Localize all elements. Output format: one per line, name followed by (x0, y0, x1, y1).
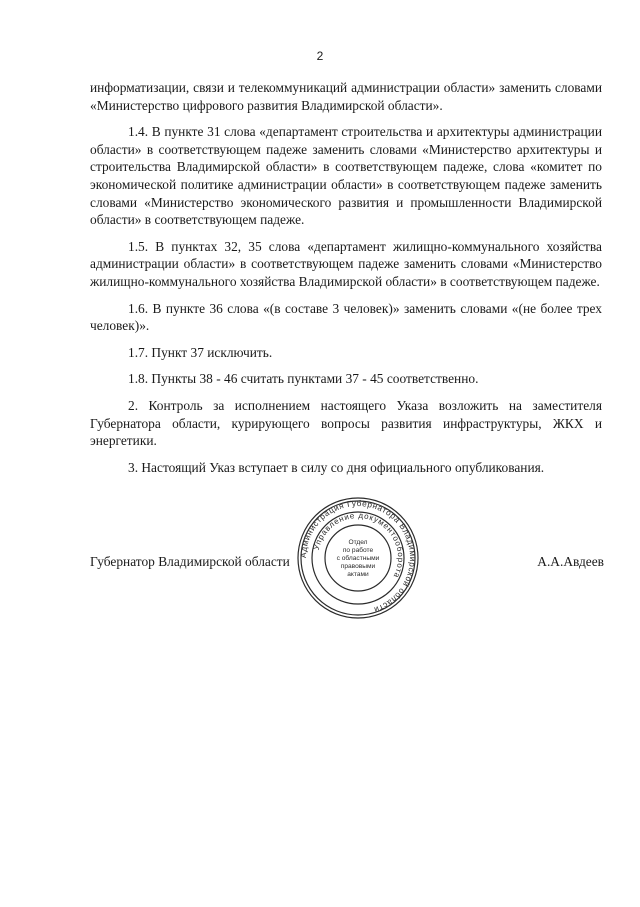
paragraph-1-4: 1.4. В пункте 31 слова «департамент строительства и архитектуры администрации области» в соответствующем падеже заменить словами «Министерство архитектуры и строительства Владимирской области» в соответствующем падеже, слова «комитет по экономической политике администрации области» в соответствующем падеже заменить словами «Министерство экономического развития и промышленности Владимирской области» в соответствующем падеже. (90, 124, 602, 228)
stamp-inner-text (337, 539, 380, 578)
stamp-inner-line: с областными (336, 555, 380, 562)
stamp-middle-text: Управление документооборота (311, 510, 406, 580)
paragraph-1-8: 1.8. Пункты 38 - 46 считать пунктами 37 - 45 соответственно. (128, 371, 479, 387)
paragraph-3: 3. Настоящий Указ вступает в силу со дня официального опубликования. (128, 459, 545, 475)
stamp-outer-text: Администрация Губернатора Владимирской области (298, 498, 418, 615)
stamp-inner-line: Отдел (348, 539, 368, 546)
document-body (90, 79, 602, 485)
official-stamp (296, 496, 420, 620)
paragraph-1-7: 1.7. Пункт 37 исключить. (128, 344, 273, 360)
paragraph-1-5: 1.5. В пунктах 32, 35 слова «департамент жилищно-коммунального хозяйства администрации области» в соответствующем падеже заменить словами «Министерство жилищно-коммунального хозяйства Владимирской области» в соответствующем падеже. (90, 238, 602, 289)
paragraph-continuation: информатизации, связи и телекоммуникаций администрации области» заменить словами «Министерство цифрового развития Владимирской области». (90, 80, 602, 113)
signature-name: А.А.Авдеев (537, 554, 604, 569)
stamp-inner-line: актами (347, 571, 369, 578)
paragraph-2: 2. Контроль за исполнением настоящего Указа возложить на заместителя Губернатора области, курирующего вопросы развития инфраструктуры, ЖКХ и энергетики. (90, 397, 602, 449)
signature-role: Губернатор Владимирской области (90, 554, 290, 569)
stamp-inner-line: по работе (342, 547, 374, 554)
page-number: 2 (316, 49, 324, 63)
paragraph-1-6: 1.6. В пункте 36 слова «(в составе 3 человек)» заменить словами «(не более трех человек)». (90, 300, 602, 334)
stamp-inner-line: правовыми (340, 563, 376, 570)
